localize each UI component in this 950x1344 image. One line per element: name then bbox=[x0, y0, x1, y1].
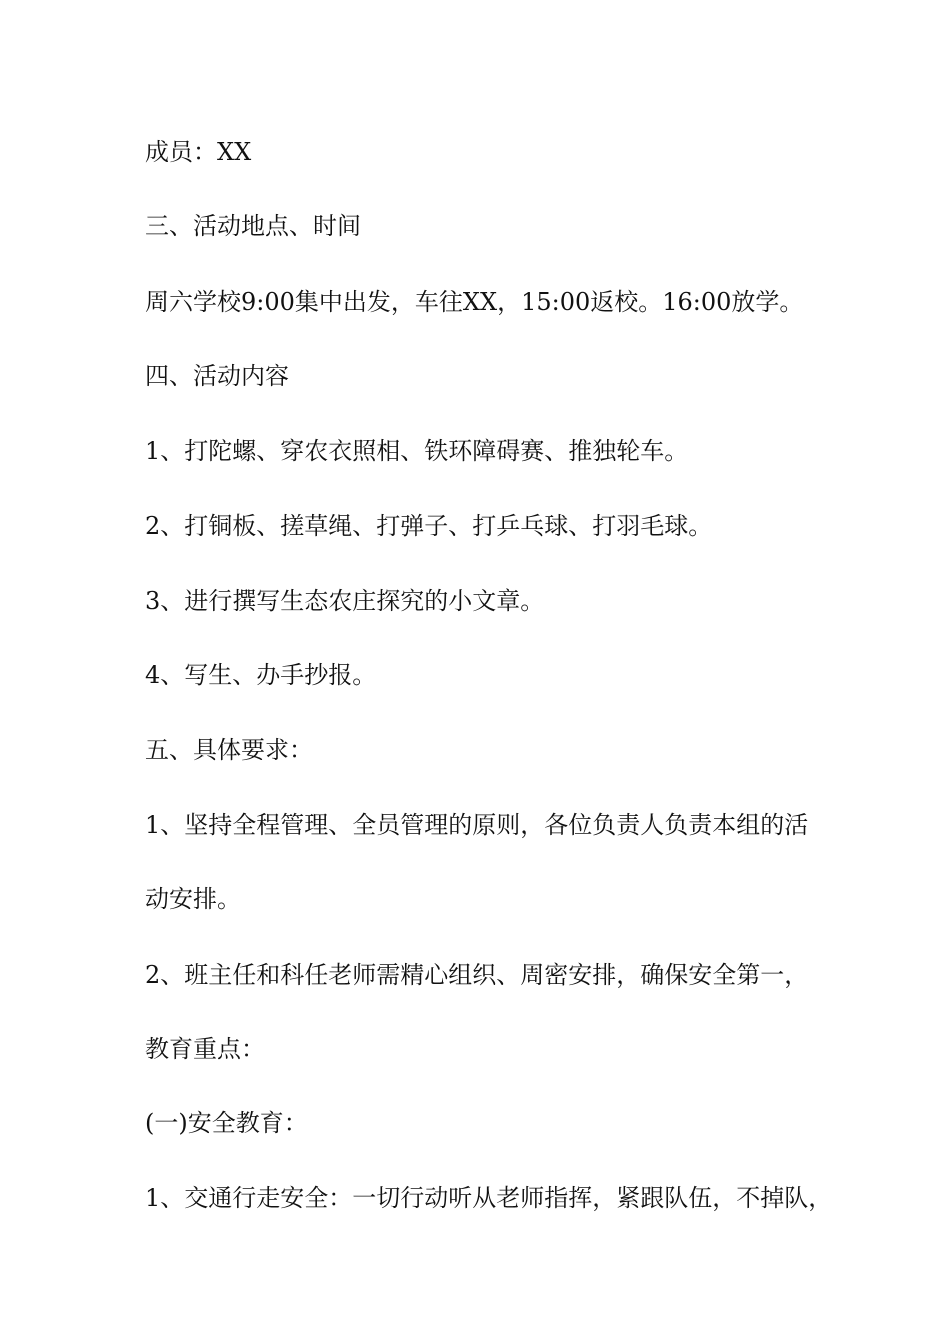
requirement-2-line-1: 2、班主任和科任老师需精心组织、周密安排，确保安全第一， bbox=[145, 961, 809, 989]
section-heading-requirements: 五、具体要求： bbox=[145, 736, 313, 764]
activity-item-2: 2、打铜板、搓草绳、打弹子、打乒乓球、打羽毛球。 bbox=[145, 512, 713, 540]
activity-item-1: 1、打陀螺、穿农衣照相、铁环障碍赛、推独轮车。 bbox=[145, 437, 689, 465]
requirement-1-line-1: 1、坚持全程管理、全员管理的原则，各位负责人负责本组的活 bbox=[145, 811, 809, 839]
section-heading-activity-content: 四、活动内容 bbox=[145, 362, 289, 390]
activity-item-3: 3、进行撰写生态农庄探究的小文章。 bbox=[145, 587, 545, 615]
section-heading-location-time: 三、活动地点、时间 bbox=[145, 212, 361, 240]
safety-item-1: 1、交通行走安全：一切行动听从老师指挥，紧跟队伍，不掉队， bbox=[145, 1184, 833, 1212]
requirement-2-line-2: 教育重点： bbox=[145, 1035, 265, 1063]
activity-item-4: 4、写生、办手抄报。 bbox=[145, 661, 377, 689]
schedule-line: 周六学校9:00集中出发，车往XX，15:00返校。16:00放学。 bbox=[145, 288, 804, 316]
subsection-heading-safety: (一)安全教育： bbox=[145, 1109, 308, 1137]
requirement-1-line-2: 动安排。 bbox=[145, 885, 241, 913]
members-line: 成员：XX bbox=[145, 138, 252, 166]
